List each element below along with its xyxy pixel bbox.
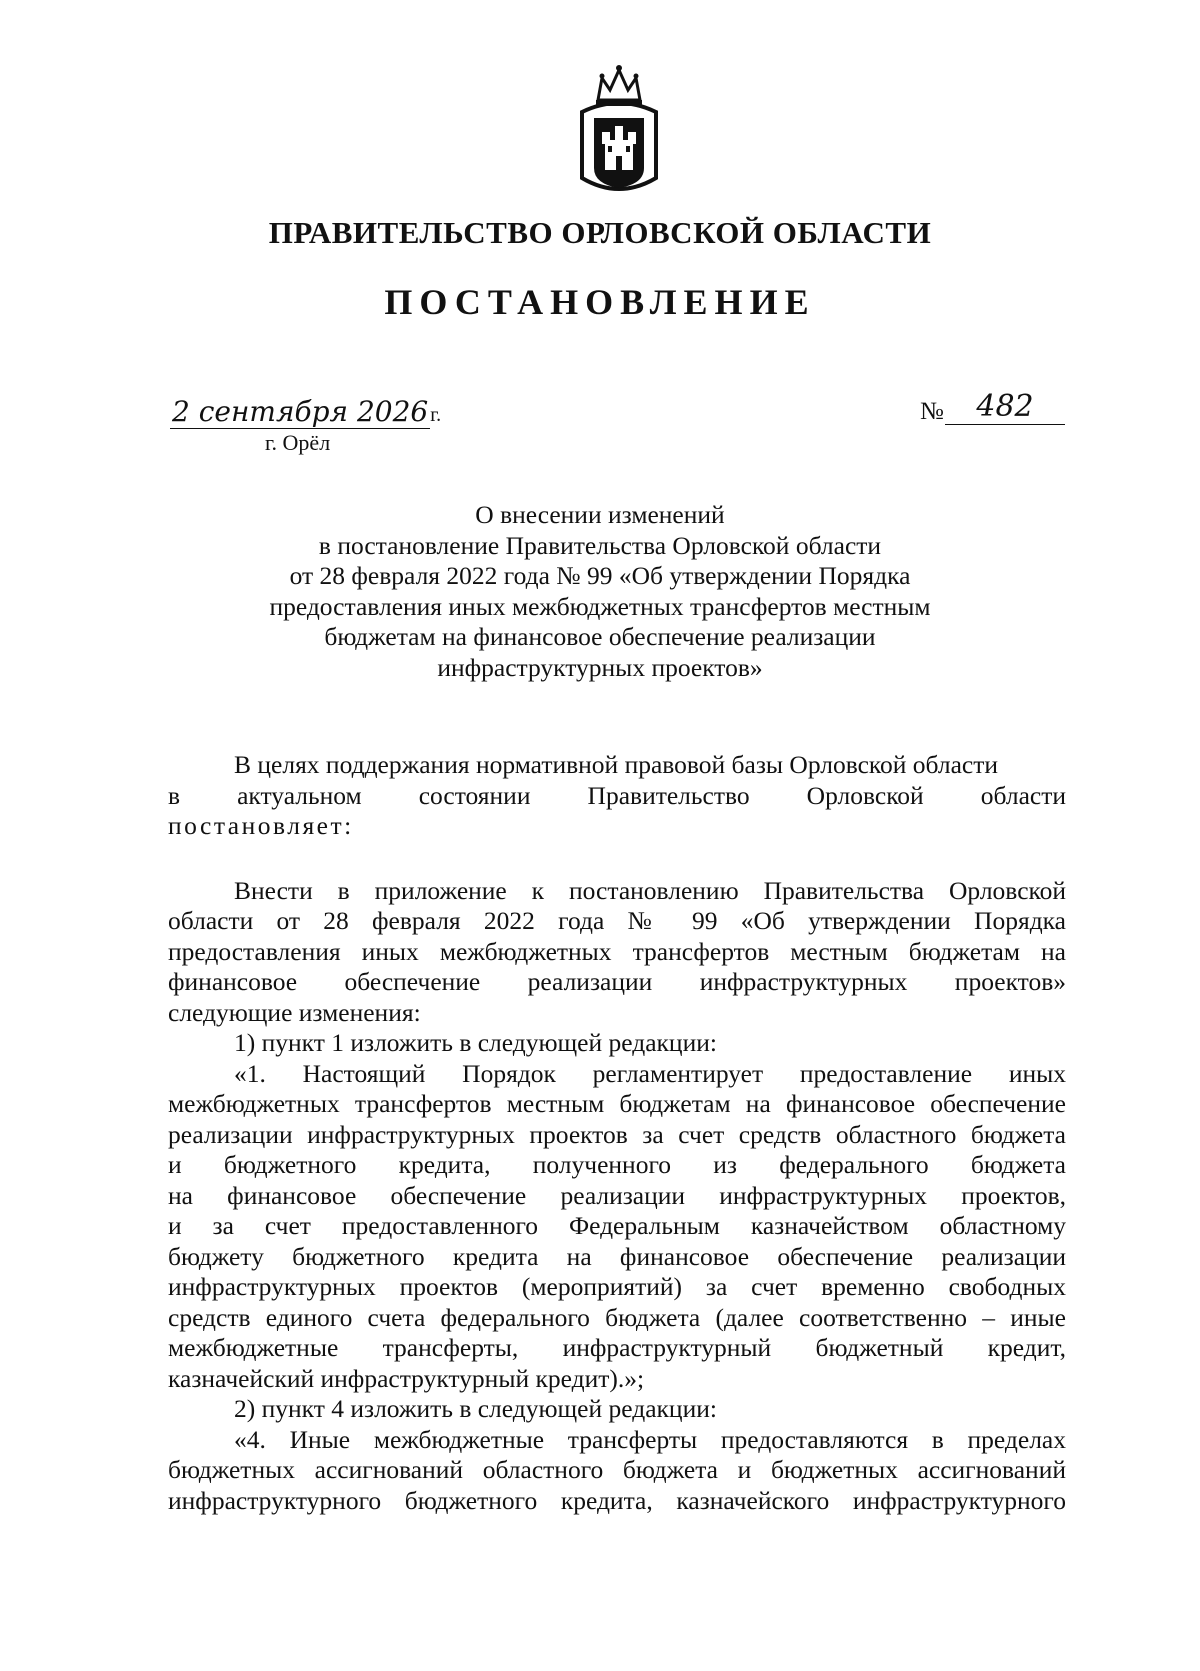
body-line: финансовое обеспечение реализации инфраструктурных проектов»: [168, 967, 1066, 996]
subject-line: бюджетам на финансовое обеспечение реализации: [324, 622, 876, 651]
subject-line: О внесении изменений: [475, 500, 725, 529]
subject-line: предоставления иных межбюджетных трансфертов местным: [269, 591, 931, 621]
government-title: ПРАВИТЕЛЬСТВО ОРЛОВСКОЙ ОБЛАСТИ: [268, 215, 932, 250]
body-line: средств единого счета федерального бюджета (далее соответственно – иные: [168, 1302, 1066, 1332]
body-line: казначейский инфраструктурный кредит).»;: [168, 1363, 645, 1393]
body-line: на финансовое обеспечение реализации инфраструктурных проектов,: [168, 1180, 1066, 1210]
body-line: бюджетных ассигнований областного бюджета и бюджетных ассигнований: [168, 1455, 1066, 1484]
document-type: ПОСТАНОВЛЕНИЕ: [384, 282, 816, 322]
body-line: «1. Настоящий Порядок регламентирует предоставление иных: [234, 1058, 1066, 1088]
body-line: и бюджетного кредита, полученного из федерального бюджета: [168, 1150, 1066, 1179]
document-body: [168, 750, 1066, 1516]
item-heading: 2) пункт 4 изложить в следующей редакции:: [234, 1394, 717, 1423]
handwritten-number: 482: [945, 390, 1065, 425]
subject-line: в постановление Правительства Орловской области: [318, 530, 882, 560]
handwritten-date: 2 сентября 2026: [172, 395, 429, 428]
city-label: г. Орёл: [265, 430, 331, 455]
body-line: Внести в приложение к постановлению Правительства Орловской: [234, 875, 1066, 905]
subject-line: от 28 февраля 2022 года № 99 «Об утверждении Порядка: [289, 561, 911, 590]
body-line: и за счет предоставленного Федеральным казначейством областному: [168, 1211, 1066, 1240]
date-suffix: г.: [430, 404, 442, 426]
preamble-resolves: постановляет:: [168, 811, 354, 840]
body-line: межбюджетных трансфертов местным бюджетам на финансовое обеспечение: [168, 1089, 1066, 1118]
body-line: следующие изменения:: [168, 997, 421, 1027]
item-heading: 1) пункт 1 изложить в следующей редакции:: [234, 1028, 717, 1057]
body-line: предоставления иных межбюджетных трансфертов местным бюджетам на: [168, 936, 1066, 966]
number-label: №: [920, 398, 944, 425]
document-date: [170, 395, 441, 429]
subject-line: инфраструктурных проектов»: [437, 652, 763, 682]
body-line: области от 28 февраля 2022 года № 99 «Об утверждении Порядка: [168, 906, 1066, 935]
orel-oblast-coat-of-arms-icon: [572, 60, 666, 200]
body-line: инфраструктурных проектов (мероприятий) за счет временно свободных: [168, 1272, 1066, 1301]
body-line: межбюджетные трансферты, инфраструктурный бюджетный кредит,: [168, 1333, 1066, 1362]
preamble-line: В целях поддержания нормативной правовой базы Орловской области: [234, 750, 999, 779]
body-line: реализации инфраструктурных проектов за счет средств областного бюджета: [168, 1119, 1066, 1149]
body-line: «4. Иные межбюджетные трансферты предоставляются в пределах: [234, 1424, 1066, 1454]
document-subject: [0, 500, 1200, 683]
body-line: бюджету бюджетного кредита на финансовое обеспечение реализации: [168, 1241, 1066, 1271]
preamble-line: в актуальном состоянии Правительство Орловской области: [168, 780, 1066, 810]
body-line: инфраструктурного бюджетного кредита, казначейского инфраструктурного: [168, 1485, 1066, 1515]
